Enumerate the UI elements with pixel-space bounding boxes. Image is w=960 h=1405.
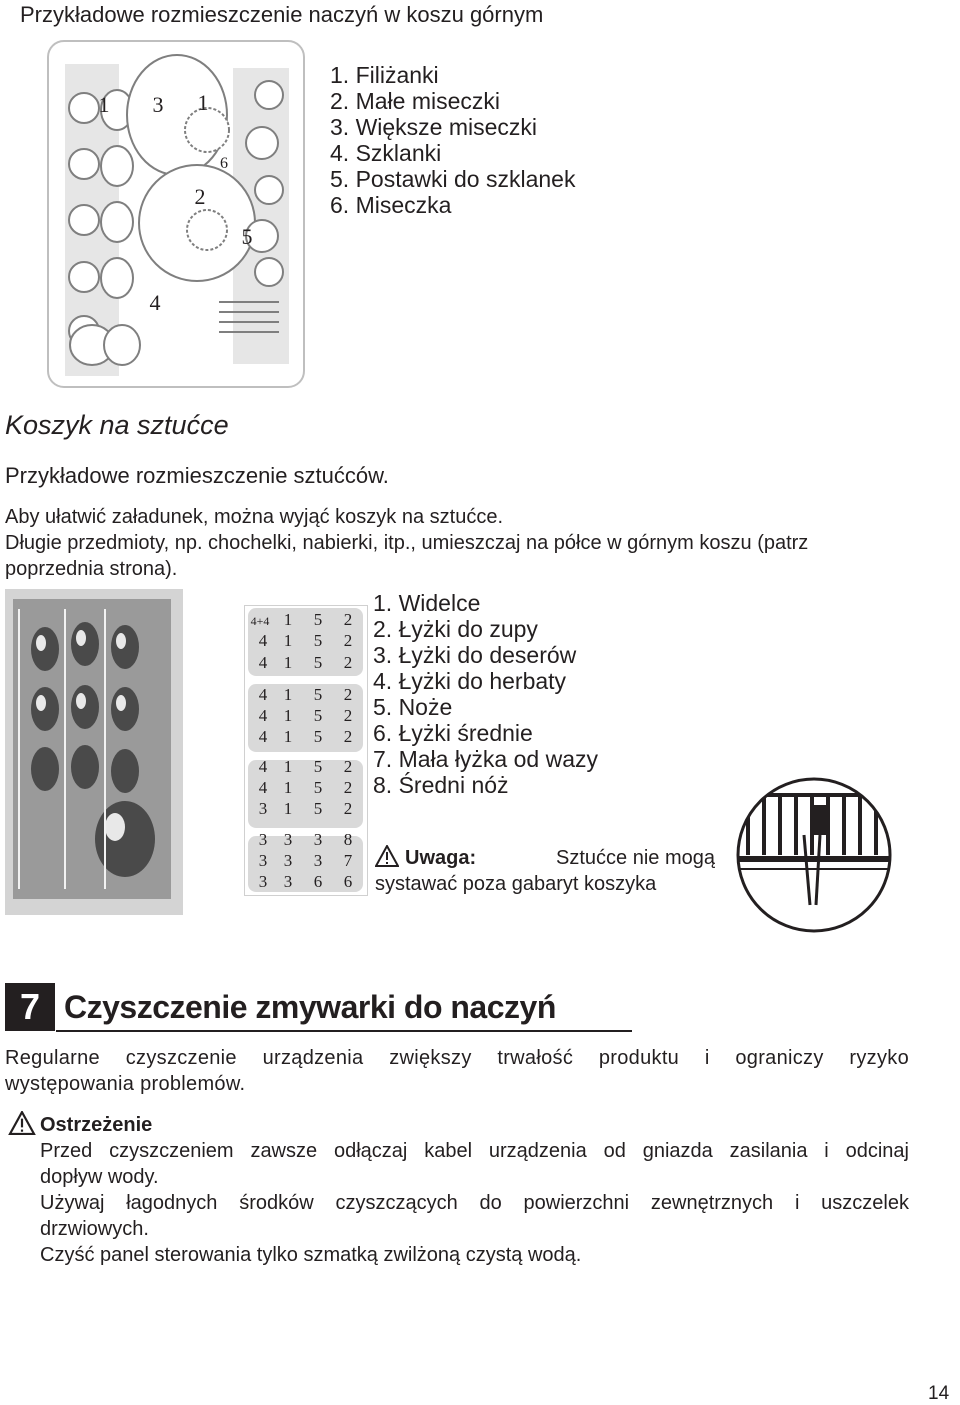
legend-item: 6. Łyżki średnie bbox=[373, 720, 533, 746]
warning-paragraph: dopływ wody. bbox=[40, 1166, 159, 1188]
grid-cell: 1 bbox=[283, 631, 293, 650]
grid-cell: 5 bbox=[313, 685, 323, 704]
cutlery-text-line: poprzednia strona). bbox=[5, 558, 178, 580]
warning-paragraph: Używaj łagodnych środków czyszczących do powierzchni zewnętrznych i uszczelek bbox=[40, 1192, 909, 1214]
warning-text: systawać poza gabaryt koszyka bbox=[375, 873, 657, 895]
legend-item: 3. Większe miseczki bbox=[330, 114, 538, 140]
grid-cell: 5 bbox=[313, 706, 323, 725]
grid-cell: 3 bbox=[258, 851, 268, 870]
section-number: 7 bbox=[5, 983, 55, 1031]
upper-basket-legend bbox=[330, 62, 575, 218]
grid-cell: 5 bbox=[313, 778, 323, 797]
warning-icon bbox=[8, 1111, 36, 1135]
grid-cell: 5 bbox=[313, 799, 323, 818]
legend-item: 6. Miseczka bbox=[330, 192, 452, 218]
grid-cell: 3 bbox=[313, 830, 323, 849]
grid-cell: 3 bbox=[283, 851, 293, 870]
grid-cell: 4 bbox=[258, 727, 268, 746]
section-intro: występowania problemów. bbox=[5, 1073, 246, 1095]
legend-item: 2. Małe miseczki bbox=[330, 88, 500, 114]
legend-item: 1. Filiżanki bbox=[330, 62, 439, 88]
grid-cell: 4 bbox=[258, 778, 268, 797]
diagram-label-3: 3 bbox=[152, 92, 164, 117]
cutlery-detail-illustration bbox=[734, 775, 894, 935]
legend-item: 5. Postawki do szklanek bbox=[330, 166, 576, 192]
legend-item: 7. Mała łyżka od wazy bbox=[373, 746, 598, 772]
grid-cell: 7 bbox=[343, 851, 353, 870]
grid-cell: 3 bbox=[258, 872, 268, 891]
cutlery-grid bbox=[244, 605, 368, 896]
diagram-label-4: 4 bbox=[149, 290, 161, 315]
cutlery-basket-photo bbox=[5, 589, 183, 915]
diagram-label-1b: 1 bbox=[197, 90, 209, 115]
grid-cell: 4 bbox=[258, 653, 268, 672]
warning-paragraph: drzwiowych. bbox=[40, 1218, 149, 1240]
grid-cell: 1 bbox=[283, 799, 293, 818]
cutlery-legend bbox=[373, 590, 598, 798]
grid-cell: 3 bbox=[283, 830, 293, 849]
grid-cell: 3 bbox=[313, 851, 323, 870]
legend-item: 4. Szklanki bbox=[330, 140, 442, 166]
legend-item: 5. Noże bbox=[373, 694, 453, 720]
cutlery-title: Koszyk na sztućce bbox=[5, 410, 229, 440]
grid-cell: 1 bbox=[283, 610, 293, 629]
grid-cell: 2 bbox=[343, 685, 353, 704]
grid-cell: 2 bbox=[343, 631, 353, 650]
grid-cell: 2 bbox=[343, 757, 353, 776]
warning-paragraph: Czyść panel sterowania tylko szmatką zwilżoną czystą wodą. bbox=[40, 1244, 582, 1266]
grid-cell: 1 bbox=[283, 685, 293, 704]
grid-cell: 5 bbox=[313, 727, 323, 746]
grid-cell: 2 bbox=[343, 727, 353, 746]
diagram-label-1a: 1 bbox=[98, 92, 110, 117]
warning-title: Ostrzeżenie bbox=[40, 1114, 153, 1136]
grid-cell: 5 bbox=[313, 757, 323, 776]
diagram-label-6: 6 bbox=[220, 155, 228, 172]
grid-cell: 8 bbox=[343, 830, 353, 849]
grid-cell: 4+4 bbox=[250, 614, 270, 628]
diagram-label-5: 5 bbox=[241, 224, 253, 249]
warning-paragraph: Przed czyszczeniem zawsze odłączaj kabel urządzenia od gniazda zasilania i odcinaj bbox=[40, 1140, 909, 1162]
grid-cell: 3 bbox=[258, 799, 268, 818]
grid-cell: 1 bbox=[283, 706, 293, 725]
cutlery-text-line: Aby ułatwić załadunek, można wyjąć koszyk na sztućce. bbox=[5, 506, 503, 528]
legend-item: 3. Łyżki do deserów bbox=[373, 642, 577, 668]
grid-cell: 4 bbox=[258, 685, 268, 704]
grid-cell: 2 bbox=[343, 610, 353, 629]
cutlery-warning bbox=[375, 845, 715, 897]
grid-cell: 2 bbox=[343, 799, 353, 818]
grid-cell: 2 bbox=[343, 653, 353, 672]
warning-label: Uwaga: bbox=[405, 847, 477, 869]
grid-cell: 1 bbox=[283, 653, 293, 672]
grid-cell: 4 bbox=[258, 706, 268, 725]
grid-cell: 1 bbox=[283, 727, 293, 746]
warning-icon bbox=[375, 845, 399, 867]
grid-cell: 5 bbox=[313, 631, 323, 650]
section-intro: Regularne czyszczenie urządzenia zwiększy trwałość produktu i ograniczy ryzyko bbox=[5, 1047, 909, 1069]
grid-cell: 1 bbox=[283, 757, 293, 776]
grid-cell: 4 bbox=[258, 631, 268, 650]
legend-item: 8. Średni nóż bbox=[373, 772, 509, 798]
grid-cell: 2 bbox=[343, 778, 353, 797]
upper-basket-diagram bbox=[47, 40, 305, 388]
grid-cell: 6 bbox=[313, 872, 323, 891]
grid-cell: 6 bbox=[343, 872, 353, 891]
grid-cell: 3 bbox=[258, 830, 268, 849]
section-title: Czyszczenie zmywarki do naczyń bbox=[64, 989, 556, 1025]
grid-cell: 1 bbox=[283, 778, 293, 797]
diagram-label-2: 2 bbox=[194, 184, 206, 209]
page-number: 14 bbox=[928, 1383, 950, 1404]
section-title-underline bbox=[56, 1030, 632, 1032]
legend-item: 1. Widelce bbox=[373, 590, 481, 616]
grid-cell: 4 bbox=[258, 757, 268, 776]
legend-item: 4. Łyżki do herbaty bbox=[373, 668, 567, 694]
grid-cell: 5 bbox=[313, 653, 323, 672]
warning-text: Sztućce nie mogą bbox=[556, 847, 715, 869]
upper-basket-heading: Przykładowe rozmieszczenie naczyń w koszu górnym bbox=[20, 2, 544, 27]
cutlery-text-line: Długie przedmioty, np. chochelki, nabierki, itp., umieszczaj na półce w górnym koszu (patrz bbox=[5, 532, 809, 554]
grid-cell: 3 bbox=[283, 872, 293, 891]
cutlery-subtitle: Przykładowe rozmieszczenie sztućców. bbox=[5, 463, 389, 488]
grid-cell: 5 bbox=[313, 610, 323, 629]
legend-item: 2. Łyżki do zupy bbox=[373, 616, 538, 642]
grid-cell: 2 bbox=[343, 706, 353, 725]
